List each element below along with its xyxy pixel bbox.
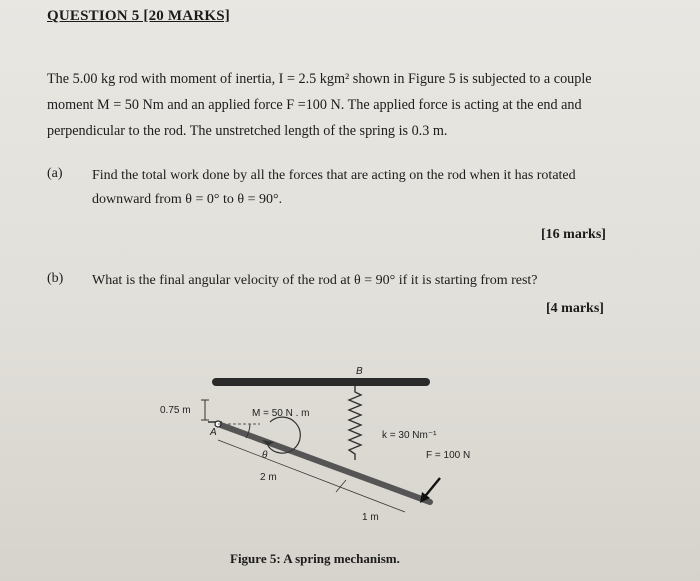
label-moment: M = 50 N . m bbox=[252, 408, 310, 419]
label-A: A bbox=[210, 427, 217, 438]
label-height: 0.75 m bbox=[160, 405, 191, 416]
part-b-label: (b) bbox=[47, 271, 64, 286]
spring-mechanism-figure bbox=[150, 360, 510, 535]
part-b-marks: [4 marks] bbox=[546, 301, 604, 316]
label-theta: θ bbox=[262, 450, 268, 461]
question-intro: The 5.00 kg rod with moment of inertia, I = 2.5 kgm² shown in Figure 5 is subjected to a couple moment M = 50 Nm and an applied force F =100 N. The applied force is acting at the end and perpendicular to the rod. The unstretched length of the spring is 0.3 m. bbox=[47, 71, 592, 139]
part-b-text: What is the final angular velocity of the rod at θ = 90° if it is starting from rest? bbox=[92, 273, 538, 288]
part-a-label: (a) bbox=[47, 166, 63, 181]
label-2m: 2 m bbox=[260, 472, 277, 483]
question-heading: QUESTION 5 [20 MARKS] bbox=[47, 8, 230, 24]
label-k: k = 30 Nm⁻¹ bbox=[382, 430, 437, 441]
label-F: F = 100 N bbox=[426, 450, 471, 461]
part-a-text: Find the total work done by all the forces that are acting on the rod when it has rotated downward from θ = 0° to θ = 90°. bbox=[92, 168, 576, 207]
part-a-marks: [16 marks] bbox=[541, 227, 606, 242]
spring bbox=[349, 386, 361, 460]
figure-caption: Figure 5: A spring mechanism. bbox=[230, 551, 400, 566]
label-1m: 1 m bbox=[362, 512, 379, 523]
label-B: B bbox=[356, 366, 363, 377]
top-beam bbox=[212, 378, 430, 386]
